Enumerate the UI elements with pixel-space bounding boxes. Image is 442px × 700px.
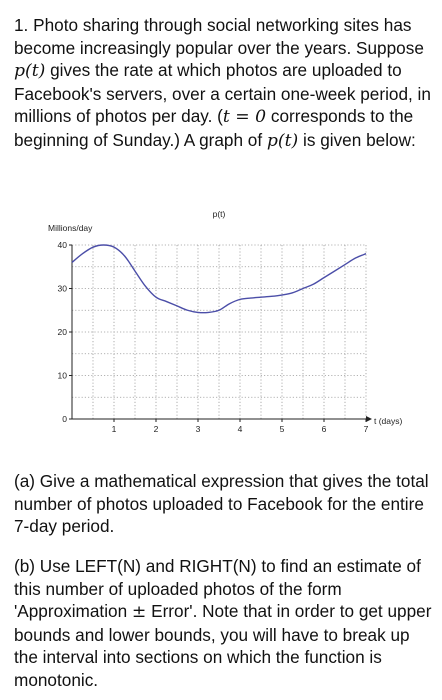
x-axis-label: t (days)	[374, 416, 403, 426]
y-axis-label: Millions/day	[48, 223, 93, 233]
function-p-of-t-2: p(t)	[266, 130, 299, 151]
y-tick-label: 20	[57, 327, 67, 337]
rate-chart	[40, 205, 410, 445]
problem-statement	[14, 14, 434, 152]
problem-text-1: Photo sharing through social networking sites has become increasingly popular over the years. Suppose	[14, 15, 424, 58]
part-b-text-2: Error'. Note that in order to get upper bounds and lower bounds, you will have to break up the interval into sections on which the function is monotonic.	[14, 601, 432, 690]
y-tick-label: 10	[57, 370, 67, 381]
x-tick-label: 4	[237, 424, 243, 434]
part-a-question: (a) Give a mathematical expression that gives the total number of photos uploaded to Facebook for the entire 7-day period.	[14, 471, 429, 536]
x-tick-label: 7	[363, 424, 369, 434]
problem-number: 1.	[14, 15, 29, 35]
y-tick-label: 40	[57, 240, 67, 250]
y-tick-label: 30	[57, 283, 67, 294]
t-equals-zero: t = 0	[222, 107, 267, 127]
x-axis-arrow-icon	[366, 416, 372, 422]
part-b-question	[14, 555, 434, 691]
x-tick-label: 2	[153, 424, 159, 434]
x-tick-label: 6	[321, 424, 327, 434]
plus-minus-symbol: ±	[131, 602, 147, 622]
x-tick-label: 5	[279, 424, 285, 434]
x-tick-label: 1	[111, 424, 117, 434]
function-p-of-t: p(t)	[14, 61, 46, 81]
problem-text-2: gives the rate at which photos are uploaded to Facebook's servers, over a certain one-week period, in millions of photos per day. (	[14, 60, 431, 126]
x-tick-label: 3	[195, 424, 201, 434]
part-b-text-1: (b) Use LEFT(N) and RIGHT(N) to find an estimate of this number of uploaded photos of the form 'Approximation	[14, 556, 421, 621]
problem-text-4: is given below:	[298, 129, 416, 150]
y-tick-label: 0	[62, 414, 67, 424]
chart-title: p(t)	[212, 209, 226, 219]
problem-text-3: corresponds to the beginning of Sunday.) A graph of	[14, 106, 414, 150]
